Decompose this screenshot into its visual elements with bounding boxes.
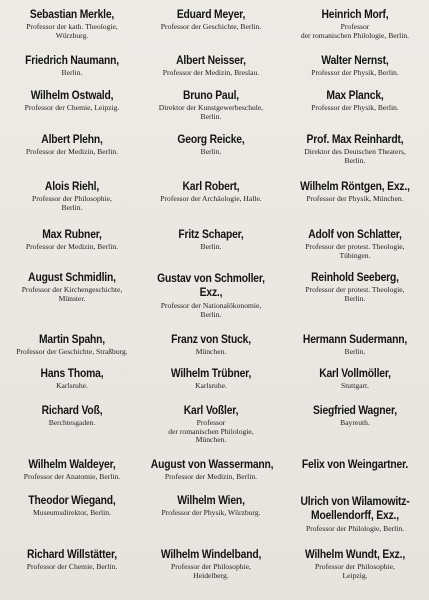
- signatory-name: Albert Neisser,: [176, 53, 246, 67]
- signatory-description: Professor der romanischen Philologie, München.: [168, 418, 254, 445]
- signatory-name: Wilhelm Wien,: [177, 493, 245, 507]
- signatory-name: Sebastian Merkle,: [29, 7, 115, 21]
- signatory-name: Hans Thoma,: [40, 366, 104, 380]
- signatory-description: Professor der Physik, Würzburg.: [161, 508, 261, 517]
- signatory-entry: [2, 8, 142, 40]
- signatory-name: Albert Plehn,: [41, 132, 103, 146]
- signatory-description: Professor der romanischen Philologie, Berlin.: [300, 22, 410, 40]
- signatory-entry: [141, 367, 281, 391]
- signatory-name: Wilhelm Ostwald,: [30, 88, 114, 102]
- signatory-name: Richard Willstätter,: [27, 547, 117, 561]
- signatory-description: Direktor des Deutschen Theaters, Berlin.: [304, 147, 406, 165]
- signatory-description: Professor der Medizin, Berlin.: [164, 472, 258, 481]
- signatory-name: Karl Voßler,: [183, 403, 239, 417]
- signatory-name: Heinrich Morf,: [321, 7, 389, 21]
- signatory-name: Karl Vollmöller,: [319, 366, 391, 380]
- signatory-entry: [2, 494, 142, 518]
- signatory-name: August Schmidlin,: [28, 270, 116, 284]
- signatory-name: Ulrich von Wilamowitz- Moellendorff, Exz.,: [300, 494, 410, 522]
- signatory-description: Berlin.: [200, 242, 222, 251]
- signatory-entry: [2, 458, 142, 482]
- signatory-entry: [141, 458, 281, 482]
- signatory-description: Direktor der Kunstgewerbeschule, Berlin.: [158, 103, 264, 121]
- signatory-name: Prof. Max Reinhardt,: [306, 132, 404, 146]
- signatory-entry: [141, 89, 281, 121]
- signatory-description: Berlin.: [200, 147, 222, 156]
- signatory-description: Professor der Nationalökonomie, Berlin.: [160, 301, 262, 319]
- signatory-description: Professor der Chemie, Leipzig.: [24, 103, 120, 112]
- signatory-entry: [141, 180, 281, 204]
- signatory-entry: [141, 271, 281, 319]
- signatory-description: Professor der Philosophie, Heidelberg.: [171, 562, 251, 580]
- signatory-name: Wilhelm Windelband,: [160, 547, 262, 561]
- signatory-name: Alois Riehl,: [44, 179, 100, 193]
- signatory-entry: [2, 180, 142, 212]
- signatory-entry: [141, 54, 281, 78]
- signatory-entry: [285, 54, 425, 78]
- signatory-entry: [285, 180, 425, 204]
- signatory-name: Friedrich Naumann,: [25, 53, 119, 67]
- signatory-entry: [141, 404, 281, 445]
- signatory-entry: [2, 133, 142, 157]
- signatory-name: Eduard Meyer,: [176, 7, 246, 21]
- signatory-name: Bruno Paul,: [182, 88, 240, 102]
- signatory-description: Stuttgart.: [340, 381, 370, 390]
- signatory-description: Professor der Physik, Berlin.: [311, 103, 399, 112]
- signatory-name: Richard Voß,: [41, 403, 103, 417]
- signatory-description: Karlsruhe.: [195, 381, 227, 390]
- signatory-description: Professor der Physik, Berlin.: [311, 68, 399, 77]
- signatory-name: Walter Nernst,: [321, 53, 389, 67]
- signatory-description: Professor der Medizin, Berlin.: [25, 242, 119, 251]
- signatory-description: Berchtesgaden.: [48, 418, 96, 427]
- signatory-description: Professor der Archäologie, Halle.: [160, 194, 262, 203]
- signatory-name: Reinhold Seeberg,: [311, 270, 399, 284]
- signatory-name: Fritz Schaper,: [178, 227, 244, 241]
- signatory-name: Wilhelm Röntgen, Exz.,: [300, 179, 410, 193]
- signatory-entry: [285, 89, 425, 113]
- signatory-description: München.: [195, 347, 227, 356]
- signatory-description: Karlsruhe.: [56, 381, 88, 390]
- signatory-entry: [2, 404, 142, 428]
- signatory-description: Professor der Chemie, Berlin.: [26, 562, 118, 571]
- signatory-description: Professor der Philosophie, Leipzig.: [315, 562, 395, 580]
- signatory-description: Professor der protest. Theologie, Tübingen.: [305, 242, 405, 260]
- signatory-description: Professor der kath. Theologie, Würzburg.: [26, 22, 118, 40]
- signatory-entry: [2, 54, 142, 78]
- signatory-description: Professor der Kirchengeschichte, Münster.: [21, 285, 123, 303]
- signatory-entry: [2, 548, 142, 572]
- signatory-entry: [141, 333, 281, 357]
- signatory-description: Professor der Philosophie, Berlin.: [32, 194, 112, 212]
- signatory-entry: [285, 367, 425, 391]
- signatory-description: Professor der Medizin, Berlin.: [25, 147, 119, 156]
- signatory-description: Professor der Medizin, Breslau.: [162, 68, 260, 77]
- signatory-name: Siegfried Wagner,: [313, 403, 397, 417]
- signatory-entry: [285, 8, 425, 40]
- signatory-description: Professor der Geschichte, Straßburg.: [16, 347, 128, 356]
- signatory-description: Professor der protest. Theologie, Berlin.: [305, 285, 405, 303]
- signatory-entry: [285, 494, 425, 534]
- signatory-name: August von Wassermann,: [150, 457, 274, 471]
- signatory-entry: [285, 133, 425, 165]
- signatory-name: Felix von Weingartner.: [301, 457, 409, 471]
- signatory-entry: [141, 8, 281, 32]
- signatory-entry: [285, 548, 425, 580]
- signatory-name: Franz von Stuck,: [171, 332, 251, 346]
- signatory-entry: [285, 458, 425, 473]
- signatory-name: Wilhelm Trübner,: [170, 366, 252, 380]
- signatory-entry: [2, 333, 142, 357]
- signatory-name: Wilhelm Waldeyer,: [28, 457, 116, 471]
- signatory-entry: [285, 333, 425, 357]
- signatory-entry: [141, 133, 281, 157]
- signatory-name: Georg Reicke,: [177, 132, 245, 146]
- signatory-name: Gustav von Schmoller, Exz.,: [157, 271, 265, 299]
- signatory-entry: [2, 367, 142, 391]
- signatory-name: Karl Robert,: [182, 179, 240, 193]
- signatory-description: Professor der Physik, München.: [306, 194, 404, 203]
- signatory-entry: [285, 404, 425, 428]
- signatory-entry: [2, 271, 142, 303]
- signatory-name: Max Rubner,: [42, 227, 102, 241]
- signatory-description: Professor der Philologie, Berlin.: [305, 524, 405, 533]
- signatory-description: Professor der Anatomie, Berlin.: [23, 472, 121, 481]
- signatory-name: Wilhelm Wundt, Exz.,: [304, 547, 406, 561]
- signatory-entry: [141, 548, 281, 580]
- signatory-entry: [285, 228, 425, 260]
- signatory-entry: [285, 271, 425, 303]
- signatory-description: Bayreuth.: [340, 418, 370, 427]
- signatory-description: Berlin.: [344, 347, 366, 356]
- signatory-entry: [141, 494, 281, 518]
- signatory-entry: [2, 89, 142, 113]
- signatory-description: Berlin.: [61, 68, 83, 77]
- signatory-name: Adolf von Schlatter,: [308, 227, 402, 241]
- signatory-entry: [141, 228, 281, 252]
- signatory-name: Max Planck,: [326, 88, 384, 102]
- signatory-entry: [2, 228, 142, 252]
- signatory-name: Hermann Sudermann,: [302, 332, 408, 346]
- signatory-name: Theodor Wiegand,: [28, 493, 116, 507]
- signatory-name: Martin Spahn,: [38, 332, 106, 346]
- signatory-description: Museumsdirektor, Berlin.: [33, 508, 111, 517]
- signatory-description: Professor der Geschichte, Berlin.: [160, 22, 262, 31]
